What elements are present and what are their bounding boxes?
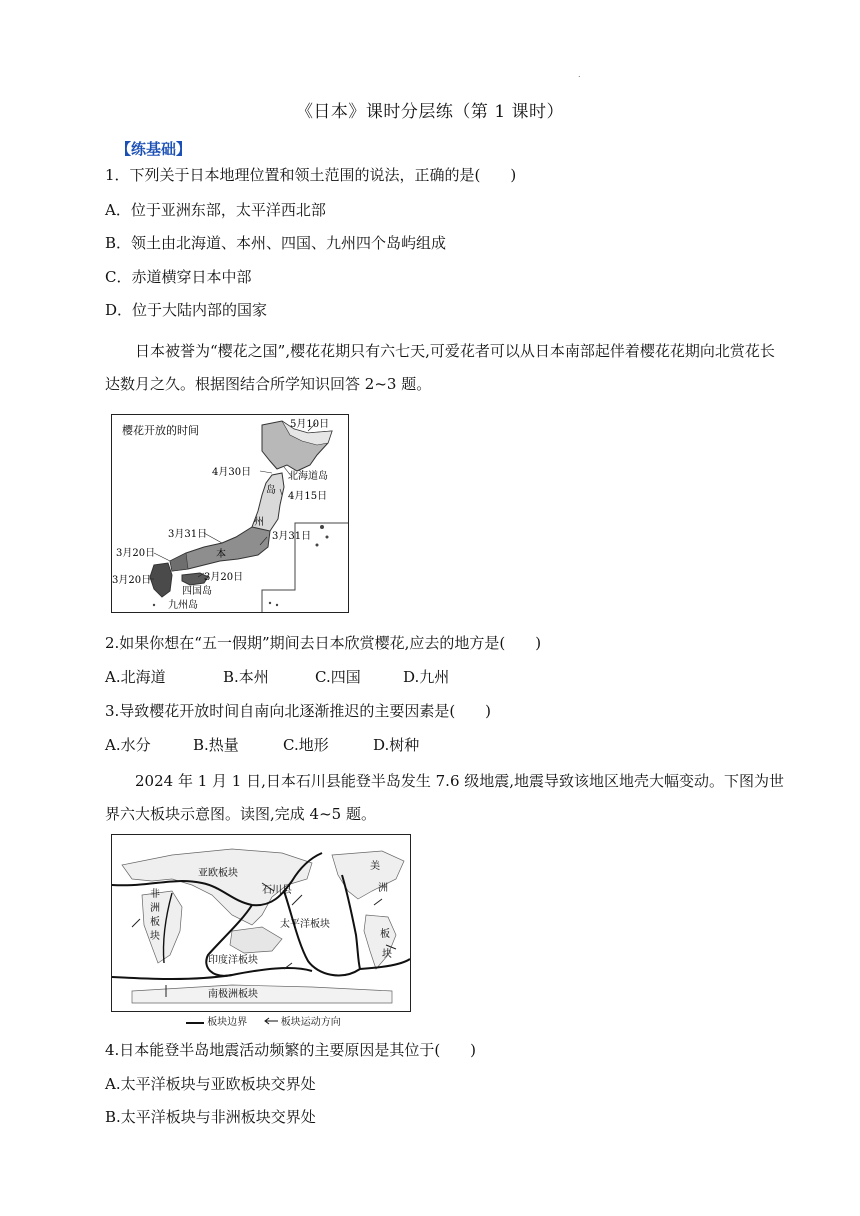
- question-3-stem: 3.导致樱花开放时间自南向北逐渐推迟的主要因素是( ): [105, 702, 492, 720]
- label-honshu-dao: 岛: [266, 485, 276, 496]
- question-2-stem: 2.如果你想在“五一假期”期间去日本欣赏樱花,应去的地方是( ): [105, 634, 542, 652]
- passage-earthquake: 2024 年 1 月 1 日,日本石川县能登半岛发生 7.6 级地震,地震导致该地区地壳大幅变动。下图为世界六大板块示意图。读图,完成 4~5 题。: [105, 772, 785, 823]
- label-mar31-a: 3月31日: [168, 529, 208, 540]
- legend-boundary-label: 板块边界: [207, 1017, 248, 1028]
- question-3-option-d[interactable]: D.树种: [373, 736, 420, 754]
- header-dot: .: [578, 70, 581, 79]
- label-honshu-ben: 本: [216, 549, 226, 560]
- question-2-option-b[interactable]: B.本州: [223, 668, 269, 686]
- question-1-option-c[interactable]: C．赤道横穿日本中部: [105, 268, 252, 286]
- question-1-option-b[interactable]: B．领土由北海道、本州、四国、九州四个岛屿组成: [105, 234, 447, 252]
- label-african-3: 板: [150, 917, 160, 928]
- question-2-option-c[interactable]: C.四国: [315, 668, 361, 686]
- label-ishikawa: 石川县: [262, 885, 292, 896]
- label-pacific-plate: 太平洋板块: [280, 919, 330, 930]
- label-eurasian-plate: 亚欧板块: [198, 868, 238, 879]
- plates-map-legend: [186, 1013, 341, 1028]
- label-hokkaido: 北海道岛: [288, 471, 328, 482]
- plates-map: [112, 835, 410, 1011]
- label-mar20-a: 3月20日: [116, 548, 156, 559]
- label-american-3: 板: [380, 929, 390, 940]
- label-apr30: 4月30日: [212, 467, 252, 478]
- label-american-2: 洲: [378, 883, 388, 894]
- question-1-option-a[interactable]: A．位于亚洲东部，太平洋西北部: [105, 201, 326, 219]
- label-honshu-zhou: 州: [254, 517, 264, 528]
- label-mar31-b: 3月31日: [272, 531, 312, 542]
- label-indian-plate: 印度洋板块: [208, 955, 258, 966]
- label-african-1: 非: [150, 889, 160, 900]
- question-3-option-c[interactable]: C.地形: [283, 736, 329, 754]
- page-title: 《日本》课时分层练（第 1 课时）: [295, 102, 565, 122]
- question-4-option-a[interactable]: A.太平洋板块与亚欧板块交界处: [105, 1075, 316, 1093]
- question-2-option-a[interactable]: A.北海道: [105, 668, 166, 686]
- plates-map-figure: [111, 834, 411, 1012]
- legend-arrow-icon: [264, 1017, 278, 1028]
- legend-boundary-line: [186, 1022, 204, 1024]
- sakura-map-figure: [111, 414, 349, 613]
- question-1-option-d[interactable]: D．位于大陆内部的国家: [105, 301, 268, 319]
- question-3-options: [105, 735, 419, 755]
- label-mar20-c: 3月20日: [204, 572, 244, 583]
- question-1-stem: 1．下列关于日本地理位置和领土范围的说法，正确的是( ): [105, 166, 517, 184]
- question-3-option-a[interactable]: A.水分: [105, 736, 151, 754]
- label-shikoku: 四国岛: [182, 586, 212, 597]
- label-african-4: 块: [150, 931, 160, 942]
- label-apr15: 4月15日: [288, 491, 328, 502]
- label-kyushu: 九州岛: [168, 600, 198, 611]
- question-2-option-d[interactable]: D.九州: [403, 668, 450, 686]
- label-american-1: 美: [370, 861, 380, 872]
- label-mar20-b: 3月20日: [112, 575, 152, 586]
- question-3-option-b[interactable]: B.热量: [193, 736, 239, 754]
- label-african-2: 洲: [150, 903, 160, 914]
- label-may10: 5月10日: [290, 419, 330, 430]
- question-2-options: [105, 667, 449, 687]
- sakura-map: [112, 415, 348, 612]
- legend-direction-label: 板块运动方向: [280, 1017, 341, 1028]
- section-label: 【练基础】: [116, 140, 192, 158]
- question-4-option-b[interactable]: B.太平洋板块与非洲板块交界处: [105, 1108, 316, 1126]
- sakura-map-title: 樱花开放的时间: [122, 424, 199, 437]
- question-4-stem: 4.日本能登半岛地震活动频繁的主要原因是其位于( ): [105, 1041, 477, 1059]
- label-american-4: 块: [382, 949, 392, 960]
- label-antarctic-plate: 南极洲板块: [208, 989, 258, 1000]
- passage-sakura: 日本被誉为“樱花之国”,樱花花期只有六七天,可爱花者可以从日本南部起伴着樱花花期向北赏花长达数月之久。根据图结合所学知识回答 2~3 题。: [105, 342, 775, 393]
